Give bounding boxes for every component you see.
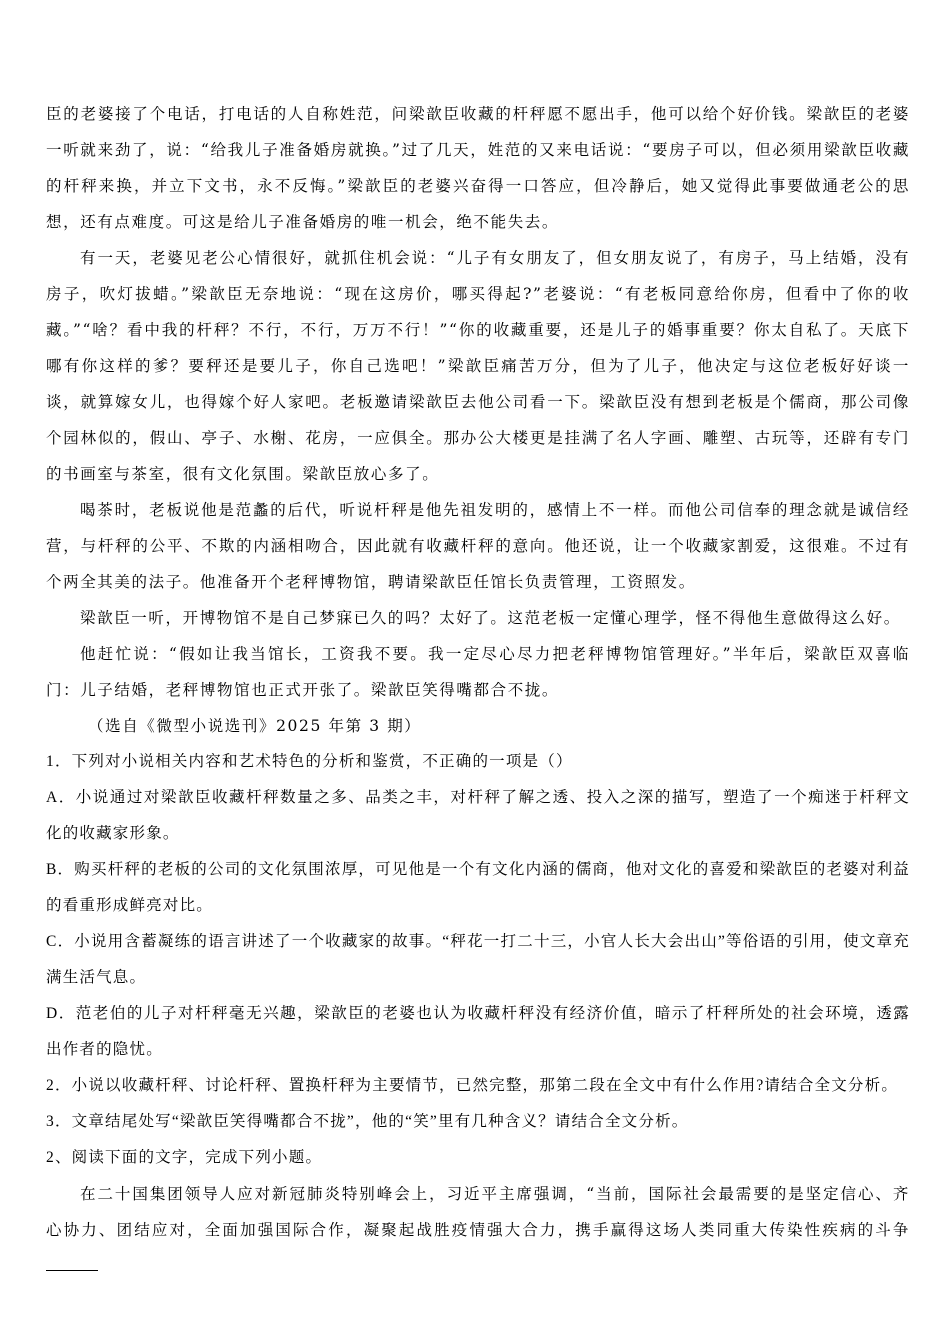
section-2-paragraph xyxy=(46,1176,910,1284)
story-source: （选自《微型小说选刊》2025 年第 3 期） xyxy=(88,717,422,735)
question-1-stem: 1．下列对小说相关内容和艺术特色的分析和鉴赏，不正确的一项是（） xyxy=(46,753,573,770)
story-paragraph-3: 喝茶时，老板说他是范蠡的后代，听说杆秤是他先祖发明的，感情上不一样。而他公司信奉的理念就是诚信经营，与杆秤的公平、不欺的内涵相吻合，因此就有收藏杆秤的意向。他还说，让一个收藏家割爱，这很难。不过有个两全其美的法子。他准备开个老秤博物馆，聘请梁歆臣任馆长负责管理，工资照发。 xyxy=(46,501,910,591)
section-2-heading: 2、阅读下面的文字，完成下列小题。 xyxy=(46,1149,323,1166)
question-3: 3．文章结尾处写“梁歆臣笑得嘴都合不拢”，他的“笑”里有几种含义？请结合全文分析。 xyxy=(46,1113,689,1130)
story-paragraph-5: 他赶忙说：“假如让我当馆长，工资我不要。我一定尽心尽力把老秤博物馆管理好。”半年后，梁歆臣双喜临门：儿子结婚，老秤博物馆也正式开张了。梁歆臣笑得嘴都合不拢。 xyxy=(46,645,910,699)
question-1-option-d: D．范老伯的儿子对杆秤毫无兴趣，梁歆臣的老婆也认为收藏杆秤没有经济价值，暗示了杆秤所处的社会环境，透露出作者的隐忧。 xyxy=(46,1005,910,1058)
section-2-paragraph-text: 在二十国集团领导人应对新冠肺炎特别峰会上，习近平主席强调，“当前，国际社会最需要的是坚定信心、齐心协力、团结应对，全面加强国际合作，凝聚起战胜疫情强大合力，携手赢得这场人类同重大传染性疾病的斗争 xyxy=(46,1185,910,1239)
answer-blank[interactable] xyxy=(46,1252,98,1271)
story-paragraph-1: 臣的老婆接了个电话，打电话的人自称姓范，问梁歆臣收藏的杆秤愿不愿出手，他可以给个好价钱。梁歆臣的老婆一听就来劲了，说：“给我儿子准备婚房就换。”过了几天，姓范的又来电话说：“要房子可以，但必须用梁歆臣收藏的杆秤来换，并立下文书，永不反悔。”梁歆臣的老婆兴奋得一口答应，但冷静后，她又觉得此事要做通老公的思想，还有点难度。可这是给儿子准备婚房的唯一机会，绝不能失去。 xyxy=(46,105,910,231)
question-1-option-b: B．购买杆秤的老板的公司的文化氛围浓厚，可见他是一个有文化内涵的儒商，他对文化的喜爱和梁歆臣的老婆对利益的看重形成鲜亮对比。 xyxy=(46,861,910,914)
question-1-option-a: A．小说通过对梁歆臣收藏杆秤数量之多、品类之丰，对杆秤了解之透、投入之深的描写，塑造了一个痴迷于杆秤文化的收藏家形象。 xyxy=(46,789,910,842)
document-page xyxy=(46,96,910,1284)
question-2: 2．小说以收藏杆秤、讨论杆秤、置换杆秤为主要情节，已然完整，那第二段在全文中有什么作用?请结合全文分析。 xyxy=(46,1077,899,1094)
story-paragraph-2: 有一天，老婆见老公心情很好，就抓住机会说：“儿子有女朋友了，但女朋友说了，有房子，马上结婚，没有房子，吹灯拔蜡。”梁歆臣无奈地说：“现在这房价，哪买得起?”老婆说：“有老板同意给你房，但看中了你的收藏。”“啥？看中我的杆秤？不行，不行，万万不行！”“你的收藏重要，还是儿子的婚事重要？你太自私了。天底下哪有你这样的爹？要秤还是要儿子，你自己选吧！”梁歆臣痛苦万分，但为了儿子，他决定与这位老板好好谈一谈，就算嫁女儿，也得嫁个好人家吧。老板邀请梁歆臣去他公司看一下。梁歆臣没有想到老板是个儒商，那公司像个园林似的，假山、亭子、水榭、花房，一应俱全。那办公大楼更是挂满了名人字画、雕塑、古玩等，还辟有专门的书画室与茶室，很有文化氛围。梁歆臣放心多了。 xyxy=(46,249,910,483)
story-paragraph-4: 梁歆臣一听，开博物馆不是自己梦寐已久的吗？太好了。这范老板一定懂心理学，怪不得他生意做得这么好。 xyxy=(80,609,901,627)
question-1-option-c: C．小说用含蓄凝练的语言讲述了一个收藏家的故事。“秤花一打二十三，小官人长大会出山”等俗语的引用，使文章充满生活气息。 xyxy=(46,933,910,986)
